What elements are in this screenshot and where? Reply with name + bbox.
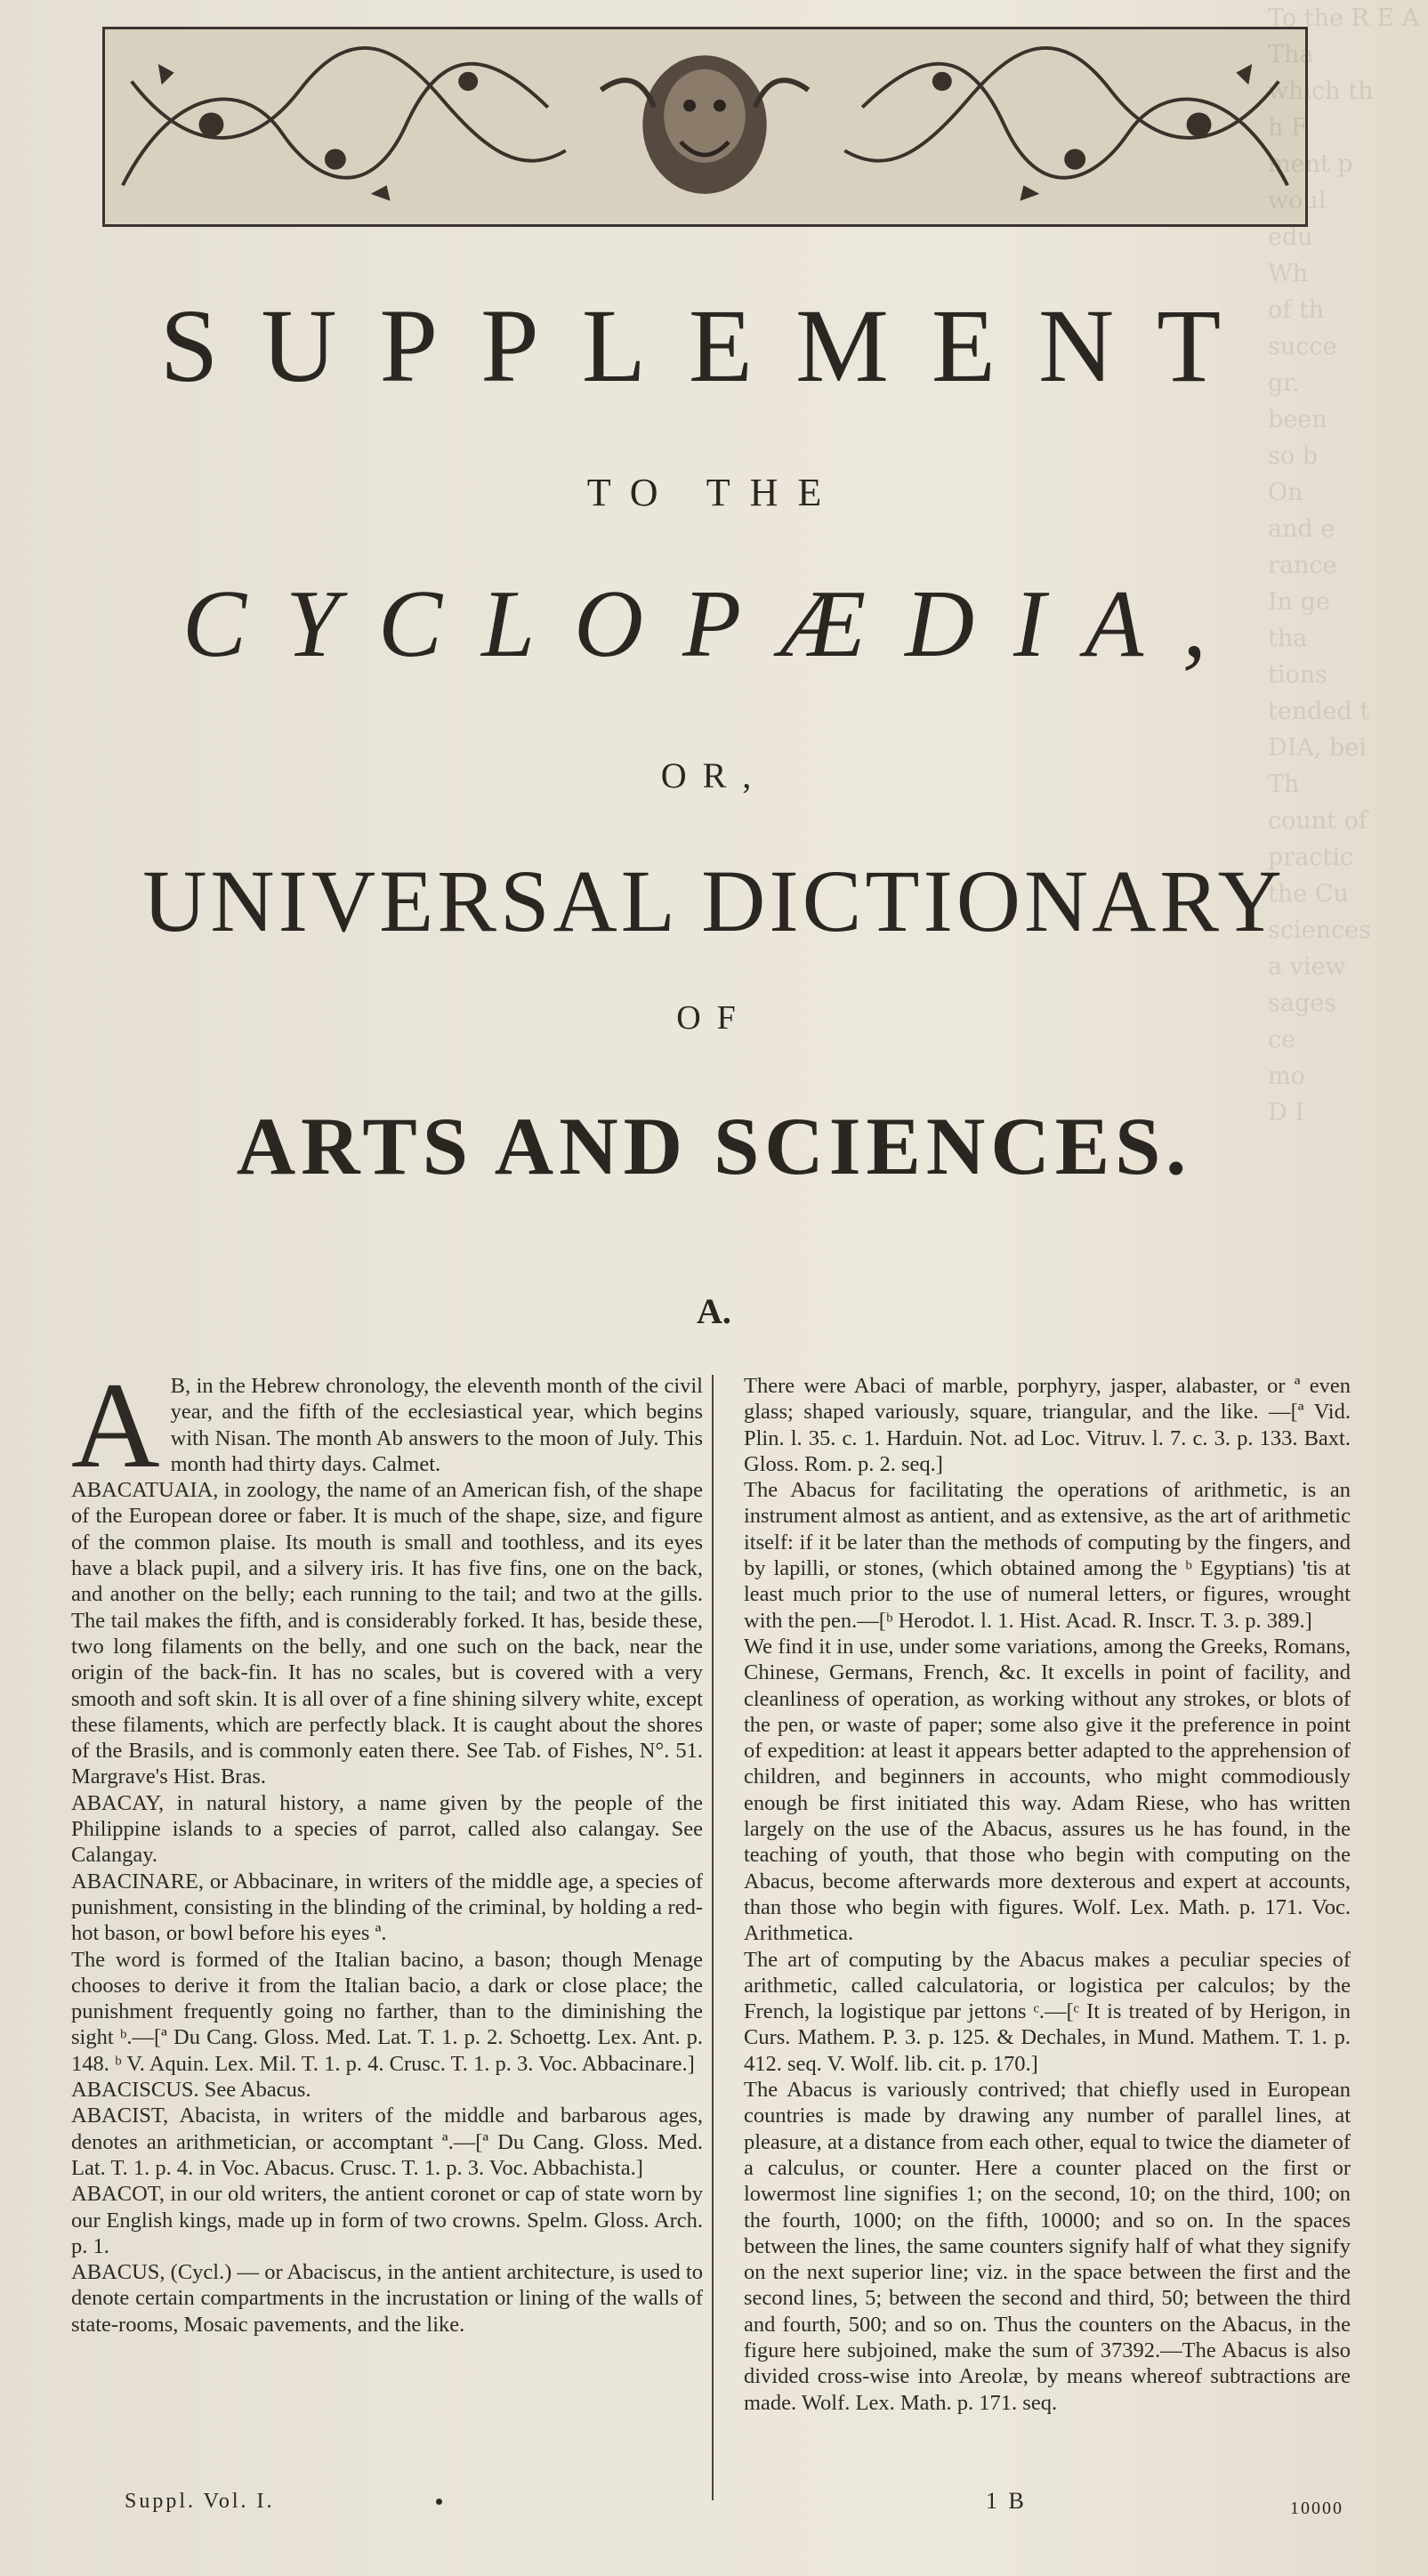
title-supplement: SUPPLEMENT — [159, 287, 1264, 404]
entry-abaciscus: ABACISCUS. See Abacus. — [71, 2078, 311, 2103]
paragraph-abaci: There were Abaci of marble, porphyry, jasper, alabaster, or ª even glass; shaped variously, square, triangular, and the like. —[ª Vid. Plin. l. 35. c. 1. Harduin. Not. ad Loc. Vitruv. l. 7. c. 3. p. 133. Baxt. Gloss. Rom. p. 2. seq.] — [744, 1374, 1351, 1476]
entry-abacatuaia: ABACATUAIA, in zoology, the name of an American fish, of the shape of the European doree or faber. It is much of the shape, size, and figure of the common plaise. Its mouth is small and toothless, and its eyes have a black pupil, and a silvery iris. It has five fins, one on the back, and another on the belly; each running to the tail; and two at the gills. The tail makes the fifth, and is considerably forked. It has, beside these, two long filaments on the belly, and one such on the back, near the origin of the back-fin. It has no scales, but is covered with a very smooth and soft skin. It is all over of a fine shining silvery white, except these filaments, which are perfectly black. It is caught about the shores of the Brasils, and is commonly eaten there. See Tab. of Fishes, N°. 51. Margrave's Hist. Bras. — [71, 1478, 703, 1789]
title-cyclopaedia: CYCLOPÆDIA, — [182, 571, 1246, 677]
left-column — [71, 1357, 703, 2338]
footer-volume: Suppl. Vol. I. — [125, 2490, 275, 2513]
decorative-headpiece-icon — [102, 27, 1308, 227]
title-or: OR, — [660, 755, 768, 795]
entry-abacinare: ABACINARE, or Abbacinare, in writers of the middle age, a species of punishment, consisting in the blinding of the criminal, by holding a red-hot bason, or bowl before his eyes ª. — [71, 1869, 703, 1946]
footer-signature: 1 B — [986, 2488, 1027, 2514]
title-to-the: TO THE — [586, 471, 842, 514]
paragraph-abacus-use: We find it in use, under some variations, among the Greeks, Romans, Chinese, Germans, French, &c. It excells in point of facility, and cleanliness of operation, as working without any strokes, or blots of the pen, or waste of paper; some also give it the preference in point of expedition: at least it appears better adapted to the apprehension of children, and beginners in accounts, who might commodiously enough be first initiated this way. Adam Riese, who has written largely on the use of the Abacus, assures us he has found, in the teaching of youth, that those who begin with computing on the Abacus, become afterwards more dexterous and expert at accounts, than those who begin with figures. Wolf. Lex. Math. p. 171. Voc. Arithmetica. — [744, 1634, 1351, 1946]
footer-catchword: 10000 — [1290, 2499, 1343, 2518]
paragraph-abacus-arithmetic: The Abacus for facilitating the operations of arithmetic, is an instrument almost as antient, and as extensive, as the art of arithmetic itself: if it be later than the methods of computing by the fingers, and by lapilli, or stones, (which obtained among the ᵇ Egyptians) 'tis at least much prior to the use of numeral letters, or figures, wrought with the pen.—[ᵇ Herodot. l. 1. Hist. Acad. R. Inscr. T. 3. p. 389.] — [744, 1478, 1351, 1633]
right-column — [744, 1373, 1351, 2416]
drop-cap: A — [71, 1357, 160, 1493]
entry-abacinare-etymology: The word is formed of the Italian bacino, a bason; though Menage chooses to derive it from the Italian bacio, a dark or close place; the punishment frequently going no farther, than to the diminishing the sight ᵇ.—[ª Du Cang. Gloss. Med. Lat. T. 1. p. 2. Schoettg. Lex. Ant. p. 148. ᵇ V. Aquin. Lex. Mil. T. 1. p. 4. Crusc. T. 1. p. 3. Voc. Abbacinare.] — [71, 1947, 703, 2076]
column-divider — [712, 1375, 714, 2500]
title-of: OF — [676, 999, 752, 1037]
ink-dot — [436, 2499, 442, 2505]
entry-ab-text: B, in the Hebrew chronology, the eleventh month of the civil year, and the fifth of the ecclesiastical year, which begins with Nisan. The month Ab answers to the moon of July. This month had thirty days. Calmet. — [170, 1374, 703, 1476]
section-letter: A. — [697, 1291, 731, 1331]
paragraph-abacus-computing: The art of computing by the Abacus makes a peculiar species of arithmetic, called calculatoria, or logistica per calculos; by the French, la logistique par jettons ᶜ.—[ᶜ It is treated of by Herigon, in Curs. Mathem. P. 3. p. 125. & Dechales, in Mund. Mathem. T. 1. p. 412. seq. V. Wolf. lib. cit. p. 170.] — [744, 1947, 1351, 2076]
entry-abacot: ABACOT, in our old writers, the antient coronet or cap of state worn by our English kings, made up in form of two crowns. Spelm. Gloss. Arch. p. 1. — [71, 2182, 703, 2258]
entry-abacay: ABACAY, in natural history, a name given by the people of the Philippine islands to a species of parrot, called also calangay. See Calangay. — [71, 1790, 703, 1868]
title-arts-and-sciences: ARTS AND SCIENCES. — [236, 1101, 1192, 1191]
entry-abacus: ABACUS, (Cycl.) — or Abaciscus, in the antient architecture, is used to denote certain compartments in the incrustation or lining of the walls of state-rooms, Mosaic pavements, and the like. — [71, 2260, 703, 2337]
paragraph-abacus-contrived: The Abacus is variously contrived; that chiefly used in European countries is made by drawing any number of parallel lines, at pleasure, at a distance from each other, equal to twice the diameter of a calculus, or counter. Here a counter placed on the first or lowermost line signifies 1; on the second, 10; on the third, 100; on the fourth, 1000; on the fifth, 10000; and so on. In the spaces between the lines, the same counters signify half of what they signify on the next superior line; viz. in the space between the first and the second lines, 5; between the second and third, 50; between the third and fourth, 500; and so on. Thus the counters on the Abacus, in the figure here subjoined, make the sum of 37392.—The Abacus is also divided cross-wise into Areolæ, by means whereof subtractions are made. Wolf. Lex. Math. p. 171. seq. — [744, 2078, 1351, 2415]
entry-abacist: ABACIST, Abacista, in writers of the middle and barbarous ages, denotes an arithmetician, or accomptant ª.—[ª Du Cang. Gloss. Med. Lat. T. 1. p. 4. in Voc. Abacus. Crusc. T. 1. p. 3. Voc. Abbachista.] — [71, 2104, 703, 2180]
title-universal-dictionary: UNIVERSAL DICTIONARY — [142, 852, 1286, 950]
bleed-through-text: To the R E A Tha which th h F ment p woul edu Wh of th succe gr. been so b On and e rance In ge tha tions tended t DIA, bei Th count of practic the Cu sciences a view sages ce mo D I — [1268, 4, 1420, 1126]
entry-ab — [71, 1357, 703, 1493]
